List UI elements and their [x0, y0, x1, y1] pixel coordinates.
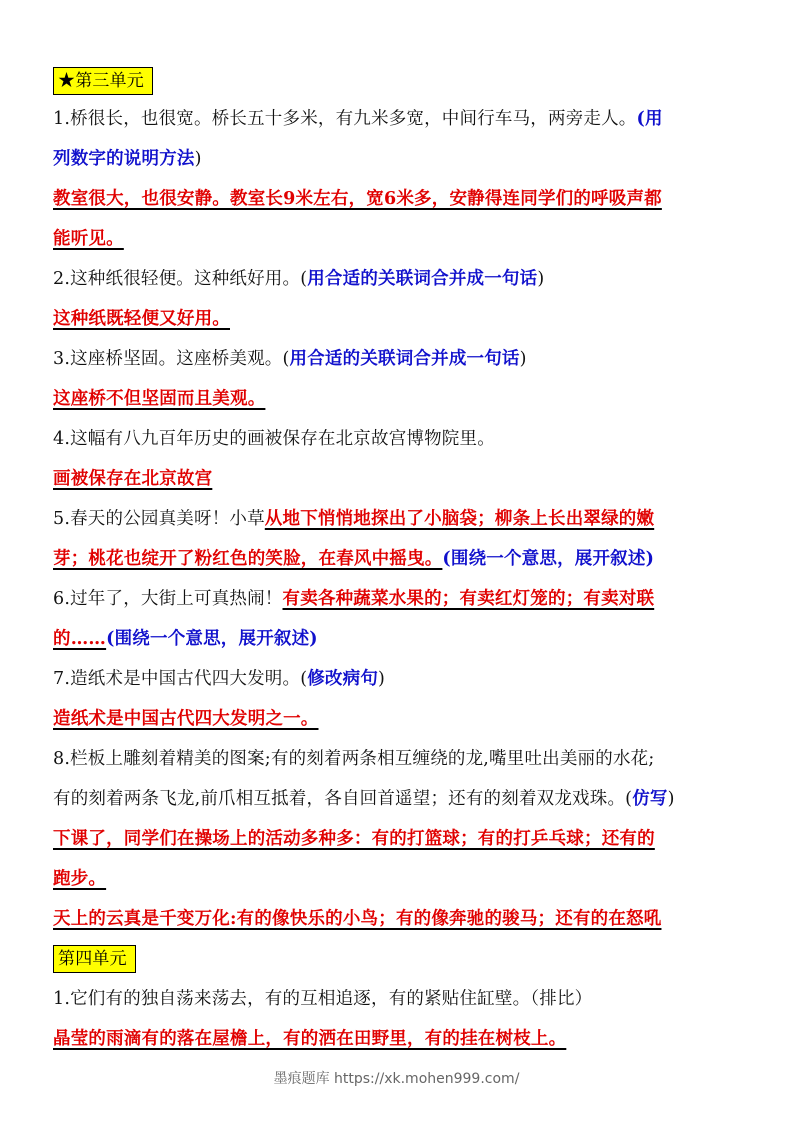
unit3-q5-hint: (围绕一个意思，展开叙述) — [442, 549, 655, 569]
unit3-q6-hint: (围绕一个意思，展开叙述) — [106, 629, 318, 649]
unit3-q4-line — [53, 422, 743, 456]
unit3-q1-answer-a: 教室很大，也很安静。教室长9米左右，宽6米多，安静得连同学们的呼吸声都 — [53, 189, 662, 209]
unit3-q8-text-b: 有的刻着两条飞龙,前爪相互抵着，各自回首遥望；还有的刻着双龙戏珠。( — [53, 789, 633, 809]
unit3-q2-answer-line — [53, 302, 743, 336]
unit3-q8-hint-close: ) — [667, 789, 675, 809]
unit3-q3-answer-line — [53, 382, 743, 416]
unit3-q7-hint: 修改病句 — [307, 669, 379, 689]
unit3-q1-text: 1.桥很长，也很宽。桥长五十多米，有九米多宽，中间行车马，两旁走人。 — [53, 109, 637, 129]
unit3-q3-line — [53, 342, 743, 376]
unit4-heading-row — [53, 942, 743, 976]
unit3-q8-answer-line2 — [53, 862, 743, 896]
unit3-q5-line1 — [53, 502, 743, 536]
unit3-q1-line1 — [53, 102, 743, 136]
unit3-q4-answer-line — [53, 462, 743, 496]
unit3-q2-hint: 用合适的关联词合并成一句话 — [307, 269, 538, 289]
unit3-heading: ★第三单元 — [53, 67, 153, 95]
unit3-q8-text-a: 8.栏板上雕刻着精美的图案;有的刻着两条相互缠绕的龙,嘴里吐出美丽的水花; — [53, 749, 655, 769]
unit3-q6-answer-b: 的…… — [53, 629, 107, 649]
unit3-q2-text: 2.这种纸很轻便。这种纸好用。( — [53, 269, 308, 289]
unit3-q1-line2 — [53, 142, 743, 176]
unit3-q1-hint-b: 列数字的说明方法 — [53, 149, 195, 169]
unit3-q2-line — [53, 262, 743, 296]
unit3-q8-answer-line3 — [53, 902, 743, 936]
unit3-q6-answer-a: 有卖各种蔬菜水果的；有卖红灯笼的；有卖对联 — [282, 589, 655, 609]
unit3-q3-text: 3.这座桥坚固。这座桥美观。( — [53, 349, 290, 369]
unit3-q8-line2 — [53, 782, 743, 816]
unit4-heading: 第四单元 — [53, 945, 136, 973]
unit3-q5-text: 5.春天的公园真美呀！小草 — [53, 509, 265, 529]
unit3-q4-text: 4.这幅有八九百年历史的画被保存在北京故宫博物院里。 — [53, 429, 495, 449]
unit3-q3-hint: 用合适的关联词合并成一句话 — [289, 349, 520, 369]
unit3-q6-line1 — [53, 582, 743, 616]
unit3-q8-answer-a: 下课了，同学们在操场上的活动多种多：有的打篮球；有的打乒乓球；还有的 — [53, 829, 655, 849]
unit3-heading-row — [53, 64, 743, 98]
unit3-q8-answer-line1 — [53, 822, 743, 856]
unit3-q3-answer: 这座桥不但坚固而且美观。 — [53, 389, 266, 409]
unit3-q7-line — [53, 662, 743, 696]
unit3-q2-hint-close: ) — [537, 269, 545, 289]
unit3-q3-hint-close: ) — [519, 349, 527, 369]
unit3-q7-answer-line — [53, 702, 743, 736]
unit3-q5-answer-b: 芽；桃花也绽开了粉红色的笑脸，在春风中摇曳。 — [53, 549, 443, 569]
unit3-q6-line2 — [53, 622, 743, 656]
unit3-q2-answer: 这种纸既轻便又好用。 — [53, 309, 230, 329]
unit3-q5-answer-a: 从地下悄悄地探出了小脑袋；柳条上长出翠绿的嫩 — [264, 509, 655, 529]
footer-watermark: 墨痕题库 https://xk.mohen999.com/ — [273, 1071, 520, 1087]
unit3-q7-text: 7.造纸术是中国古代四大发明。( — [53, 669, 308, 689]
unit4-q1-text: 1.它们有的独自荡来荡去，有的互相追逐，有的紧贴住缸壁。（排比） — [53, 989, 593, 1009]
unit3-q8-hint: 仿写 — [632, 789, 668, 809]
unit4-q1-answer-line — [53, 1022, 743, 1056]
unit3-q5-line2 — [53, 542, 743, 576]
unit3-q4-answer: 画被保存在北京故宫 — [53, 469, 213, 489]
unit4-q1-line — [53, 982, 743, 1016]
unit3-q1-answer-line2 — [53, 222, 743, 256]
unit3-q8-line1 — [53, 742, 743, 776]
unit3-q7-answer: 造纸术是中国古代四大发明之一。 — [53, 709, 319, 729]
unit3-q1-hint-a: (用 — [636, 109, 663, 129]
unit3-q8-answer-b: 跑步。 — [53, 869, 107, 889]
unit3-q1-answer-line1 — [53, 182, 743, 216]
unit3-q6-text: 6.过年了，大街上可真热闹！ — [53, 589, 283, 609]
unit3-q1-answer-b: 能听见。 — [53, 229, 124, 249]
unit3-q1-hint-close: ) — [194, 149, 202, 169]
unit3-q8-answer-c: 天上的云真是千变万化:有的像快乐的小鸟；有的像奔驰的骏马；还有的在怒吼 — [53, 909, 662, 929]
unit4-q1-answer: 晶莹的雨滴有的落在屋檐上，有的洒在田野里，有的挂在树枝上。 — [53, 1029, 567, 1049]
unit3-q7-hint-close: ) — [378, 669, 386, 689]
